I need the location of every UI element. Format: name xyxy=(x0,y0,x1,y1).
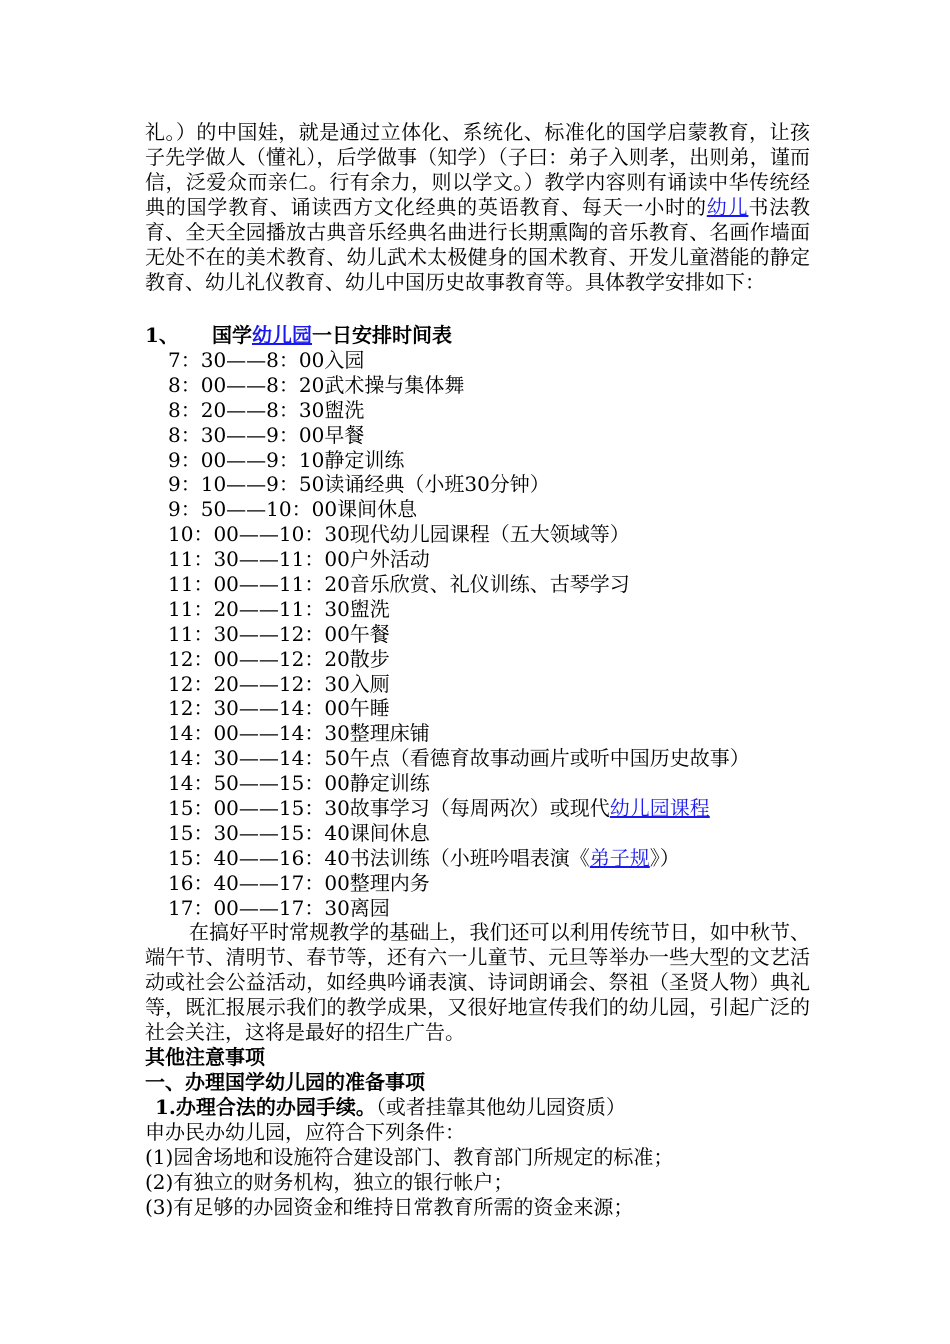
schedule-row: 11：30——11：00户外活动 xyxy=(168,547,430,572)
schedule-row: 17：00——17：30离园 xyxy=(168,895,390,920)
intro-paragraph xyxy=(145,120,810,295)
schedule-row: 15：30——15：40课间休息 xyxy=(168,820,430,845)
schedule-heading xyxy=(145,322,452,348)
schedule-row: 10：00——10：30现代幼儿园课程（五大领域等） xyxy=(168,522,630,547)
schedule-row-text: 15：40——16：40书法训练（小班吟唱表演《 xyxy=(168,845,590,870)
schedule-row: 8：00——8：20武术操与集体舞 xyxy=(168,372,465,397)
schedule-row: 11：30——12：00午餐 xyxy=(168,621,390,646)
schedule-row: 9：50——10：00课间休息 xyxy=(168,497,418,522)
schedule-row: 8：20——8：30盥洗 xyxy=(168,397,365,422)
subsection-1 xyxy=(155,1095,626,1120)
schedule-list xyxy=(168,348,750,920)
other-notes-heading: 其他注意事项 xyxy=(145,1045,265,1069)
schedule-row: 7：30——8：00入园 xyxy=(168,348,365,372)
schedule-heading-before: 国学 xyxy=(212,323,252,347)
schedule-row: 11：20——11：30盥洗 xyxy=(168,596,390,621)
schedule-row: 16：40——17：00整理内务 xyxy=(168,870,430,895)
condition-item: (2)有独立的财务机构，独立的银行帐户； xyxy=(145,1170,514,1194)
subsection-1-note: （或者挂靠其他幼儿园资质） xyxy=(375,1095,626,1119)
intro-text-part1: 礼。）的中国娃，就是通过立体化、系统化、标准化的国学启蒙教育，让孩子先学做人（懂礼），后学做事（知学）（子曰：弟子入则孝，出则弟，谨而信，泛爱众而亲仁。行有余力，则以学文。）教学内容则有诵读中华传统经典的国学教育、诵读西方文化经典的英语教育、每天一小时的 xyxy=(145,120,810,219)
schedule-row: 14：50——15：00静定训练 xyxy=(168,771,430,796)
schedule-row: 14：00——14：30整理床铺 xyxy=(168,721,430,746)
schedule-heading-link[interactable]: 幼儿园 xyxy=(252,323,312,347)
schedule-row: 12：30——14：00午睡 xyxy=(168,696,390,721)
schedule-row: 11：00——11：20音乐欣赏、礼仪训练、古琴学习 xyxy=(168,572,630,597)
conditions-intro: 申办民办幼儿园，应符合下列条件： xyxy=(145,1120,465,1144)
schedule-row xyxy=(168,846,750,871)
intro-link-youer[interactable]: 幼儿 xyxy=(706,195,749,219)
schedule-row-text: 15：00——15：30故事学习（每周两次）或现代 xyxy=(168,796,610,821)
schedule-row: 8：30——9：00早餐 xyxy=(168,422,365,447)
schedule-heading-number: 1、 xyxy=(145,323,179,347)
condition-item: (3)有足够的办园资金和维持日常教育所需的资金来源； xyxy=(145,1195,634,1219)
schedule-row xyxy=(168,796,750,821)
schedule-heading-after: 一日安排时间表 xyxy=(312,323,452,347)
kindergarten-course-link[interactable]: 幼儿园课程 xyxy=(609,796,710,821)
subsection-1-title: 1.办理合法的办园手续。 xyxy=(155,1095,376,1119)
closing-paragraph xyxy=(145,920,810,1045)
section-1-heading: 一、办理国学幼儿园的准备事项 xyxy=(145,1070,425,1094)
schedule-row-text: 》） xyxy=(649,845,680,870)
closing-text: 在搞好平时常规教学的基础上，我们还可以利用传统节日，如中秋节、端午节、清明节、春节等，还有六一儿童节、元旦等举办一些大型的文艺活动或社会公益活动，如经典吟诵表演、诗词朗诵会、祭祖（圣贤人物）典礼等，既汇报展示我们的教学成果，又很好地宣传我们的幼儿园，引起广泛的社会关注，这将是最好的招生广告。 xyxy=(145,920,810,1044)
schedule-row: 12：20——12：30入厕 xyxy=(168,671,390,696)
dizigui-link[interactable]: 弟子规 xyxy=(589,845,650,870)
schedule-row: 14：30——14：50午点（看德育故事动画片或听中国历史故事） xyxy=(168,746,750,771)
condition-item: (1)园舍场地和设施符合建设部门、教育部门所规定的标准； xyxy=(145,1145,674,1169)
schedule-row: 9：00——9：10静定训练 xyxy=(168,447,405,472)
schedule-row: 12：00——12：20散步 xyxy=(168,646,390,671)
intro-text-part2: 书法教育、全天全园播放古典音乐经典名曲进行长期熏陶的音乐教育、名画作墙面无处不在的美术教育、幼儿武术太极健身的国术教育、开发儿童潜能的静定教育、幼儿礼仪教育、幼儿中国历史故事教育等。具体教学安排如下： xyxy=(145,195,811,294)
schedule-row: 9：10——9：50读诵经典（小班30分钟） xyxy=(168,472,550,497)
